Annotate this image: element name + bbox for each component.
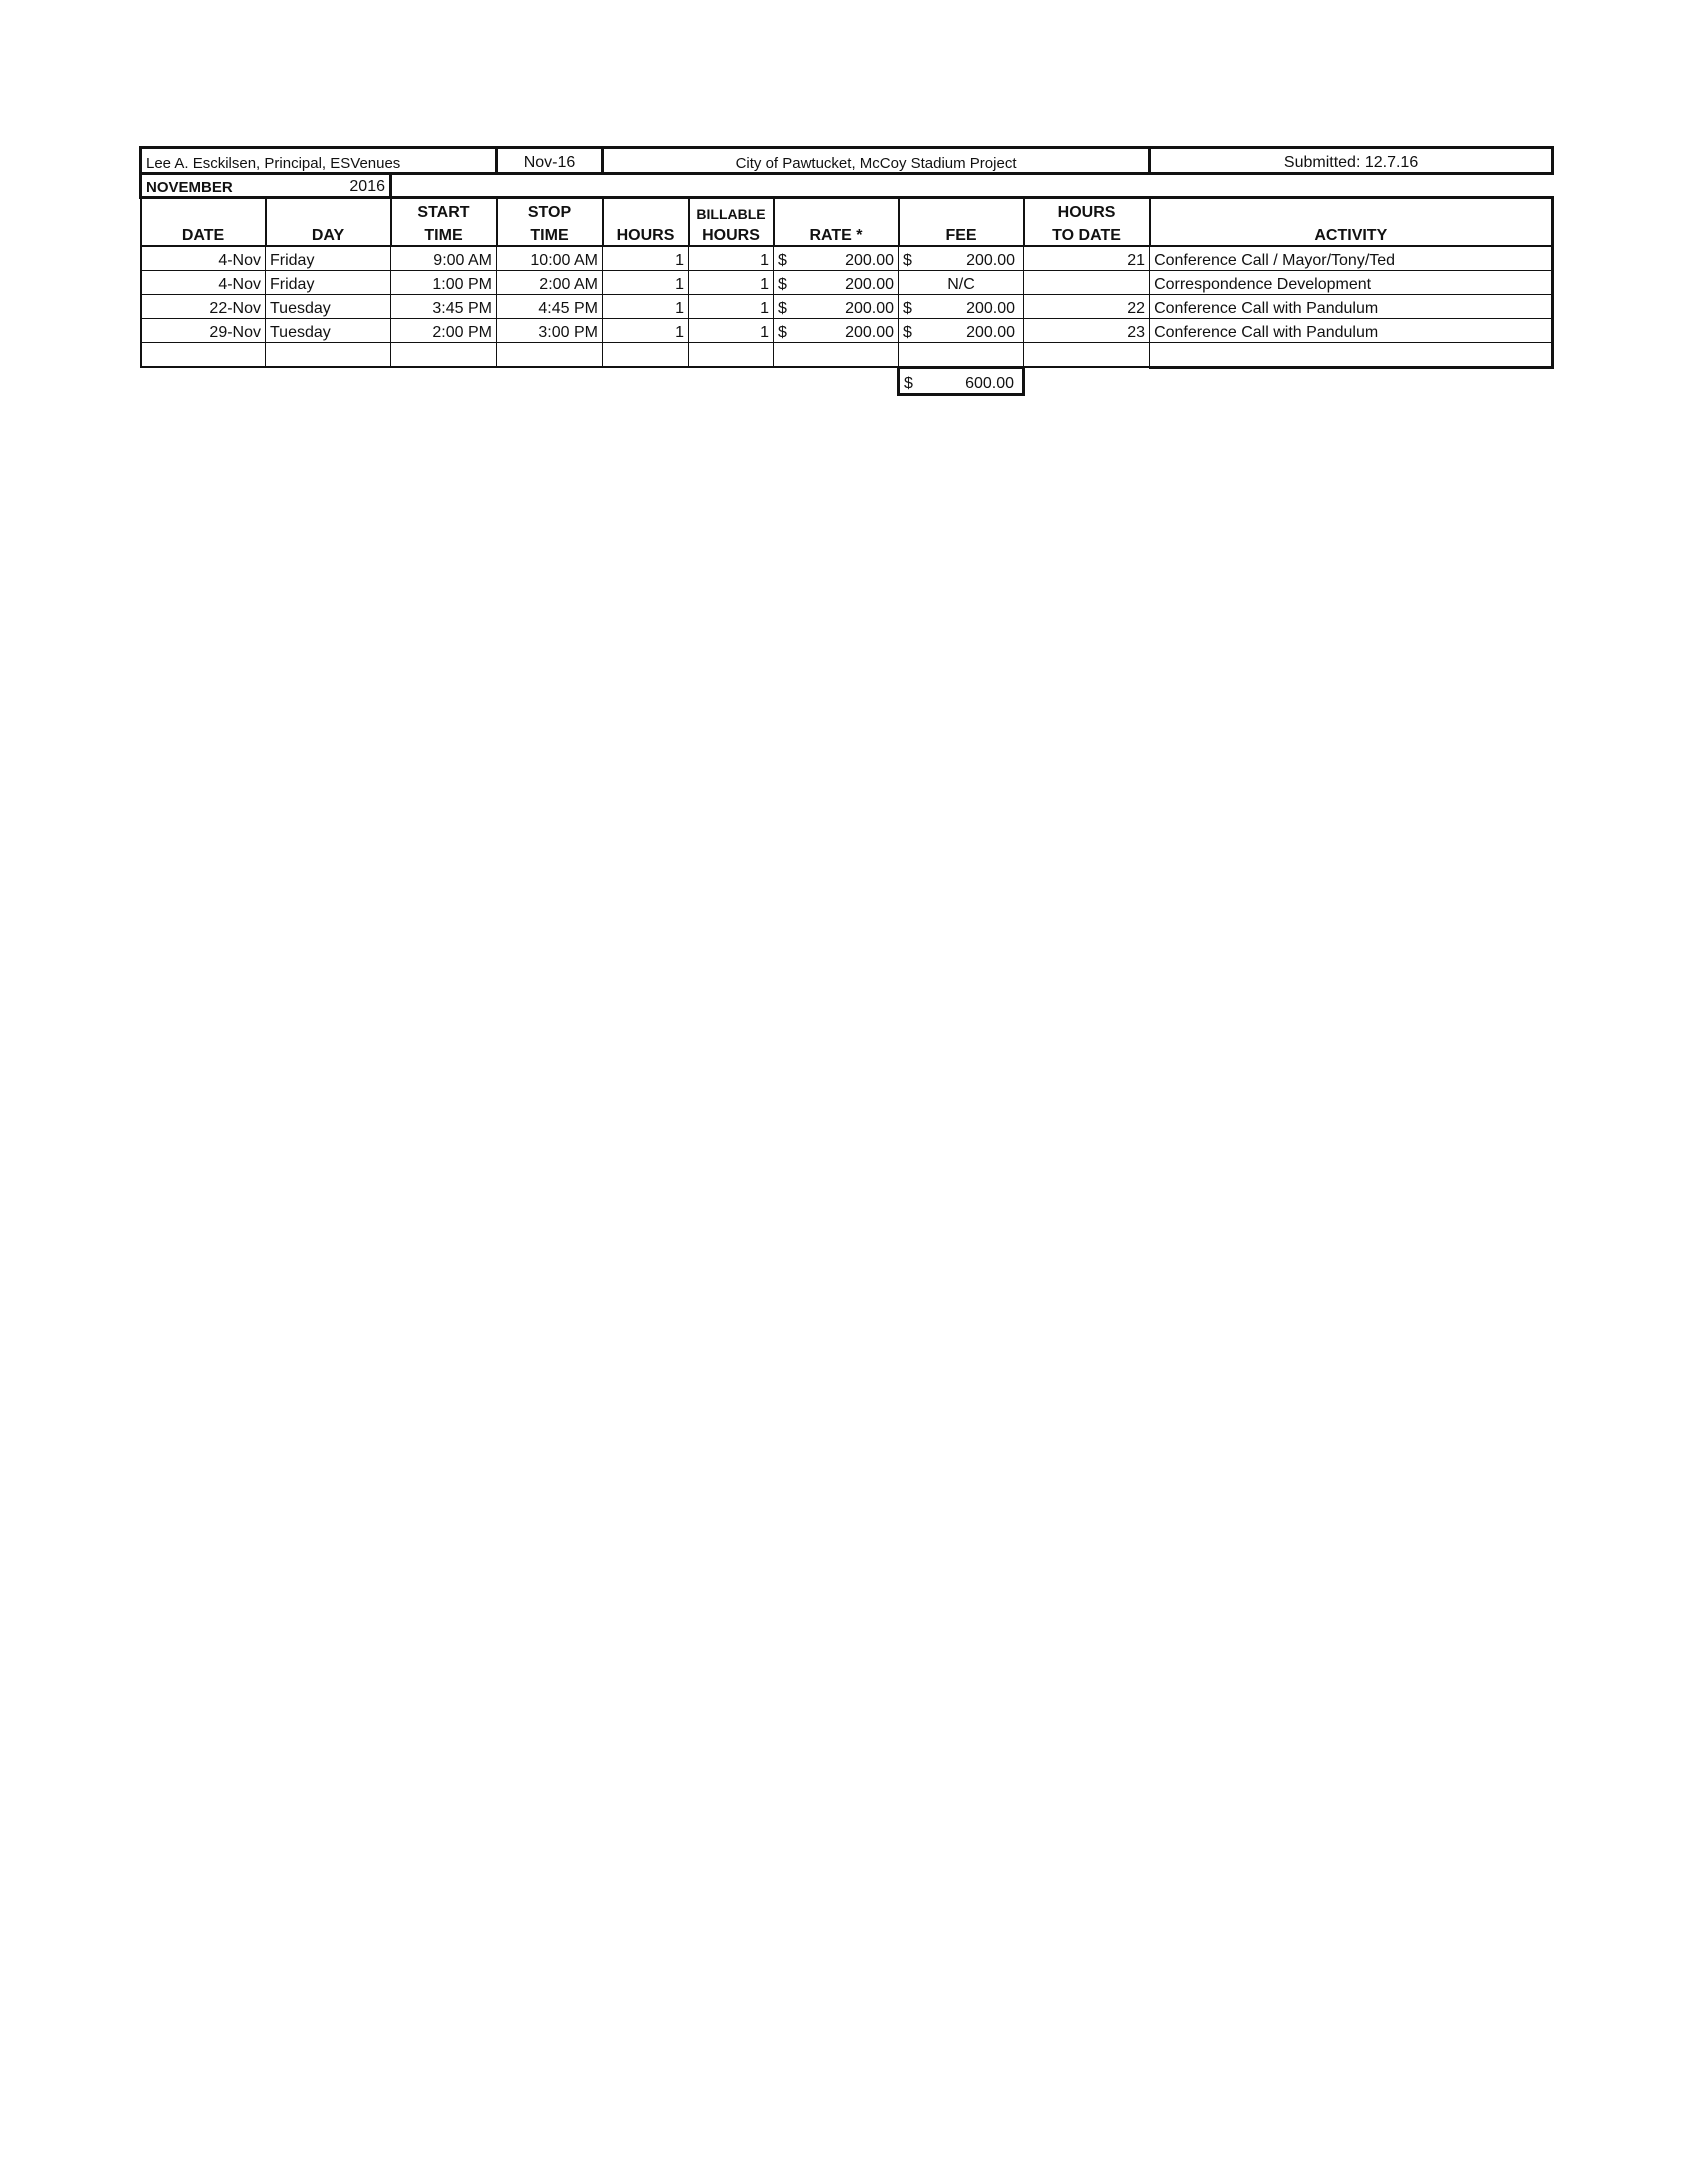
fee-currency: $ bbox=[903, 299, 912, 317]
row-activity: Correspondence Development bbox=[1150, 270, 1553, 294]
total-spacer-right bbox=[1024, 367, 1553, 394]
row-start: 9:00 AM bbox=[391, 246, 497, 271]
total-currency: $ bbox=[904, 374, 913, 392]
row-to-date: 21 bbox=[1024, 246, 1150, 271]
row-to-date bbox=[1024, 270, 1150, 294]
consultant-name: Lee A. Esckilsen, Principal, ESVenues bbox=[141, 148, 497, 174]
col-rate-top bbox=[774, 198, 899, 222]
row-hours: 1 bbox=[603, 270, 689, 294]
rate-amount: 200.00 bbox=[845, 251, 894, 269]
row-day: Friday bbox=[266, 246, 391, 271]
col-start-top: START bbox=[391, 198, 497, 222]
row-rate bbox=[774, 270, 899, 294]
project-name: City of Pawtucket, McCoy Stadium Project bbox=[603, 148, 1150, 174]
row-fee bbox=[899, 294, 1024, 318]
submitted-date: Submitted: 12.7.16 bbox=[1150, 148, 1553, 174]
empty-cell bbox=[774, 342, 899, 367]
empty-cell bbox=[141, 342, 266, 367]
fee-amount: 200.00 bbox=[966, 299, 1015, 317]
month-label: NOVEMBER bbox=[141, 174, 266, 198]
row-start: 3:45 PM bbox=[391, 294, 497, 318]
row-stop: 10:00 AM bbox=[497, 246, 603, 271]
col-day-header: DAY bbox=[266, 222, 391, 246]
row-activity: Conference Call with Pandulum bbox=[1150, 294, 1553, 318]
total-row bbox=[141, 367, 1553, 394]
rate-currency: $ bbox=[778, 299, 787, 317]
col-stop-header: TIME bbox=[497, 222, 603, 246]
row-billable: 1 bbox=[689, 246, 774, 271]
row-rate bbox=[774, 318, 899, 342]
empty-cell bbox=[899, 342, 1024, 367]
period-code: Nov-16 bbox=[497, 148, 603, 174]
timesheet-table bbox=[139, 146, 1554, 396]
empty-cell bbox=[391, 342, 497, 367]
total-spacer bbox=[141, 367, 899, 394]
col-stop-top: STOP bbox=[497, 198, 603, 222]
col-activity-header: ACTIVITY bbox=[1150, 222, 1553, 246]
col-date-top bbox=[141, 198, 266, 222]
header-row-top bbox=[141, 198, 1553, 222]
timesheet bbox=[139, 146, 1551, 396]
row-date: 4-Nov bbox=[141, 270, 266, 294]
col-billable-header: HOURS bbox=[689, 222, 774, 246]
empty-cell bbox=[497, 342, 603, 367]
empty-cell bbox=[603, 342, 689, 367]
rate-amount: 200.00 bbox=[845, 275, 894, 293]
col-hours-header: HOURS bbox=[603, 222, 689, 246]
header-row-bottom bbox=[141, 222, 1553, 246]
col-fee-top bbox=[899, 198, 1024, 222]
fee-currency: $ bbox=[903, 323, 912, 341]
rate-amount: 200.00 bbox=[845, 299, 894, 317]
empty-cell bbox=[266, 342, 391, 367]
row-fee bbox=[899, 246, 1024, 271]
row-fee bbox=[899, 318, 1024, 342]
row-stop: 4:45 PM bbox=[497, 294, 603, 318]
row-date: 29-Nov bbox=[141, 318, 266, 342]
col-date-header: DATE bbox=[141, 222, 266, 246]
row-billable: 1 bbox=[689, 294, 774, 318]
col-hours-top bbox=[603, 198, 689, 222]
col-fee-header: FEE bbox=[899, 222, 1024, 246]
table-row bbox=[141, 246, 1553, 271]
row-to-date: 22 bbox=[1024, 294, 1150, 318]
table-row bbox=[141, 270, 1553, 294]
row-day: Tuesday bbox=[266, 318, 391, 342]
fee-amount: 200.00 bbox=[966, 251, 1015, 269]
row-stop: 3:00 PM bbox=[497, 318, 603, 342]
row-hours: 1 bbox=[603, 294, 689, 318]
table-row bbox=[141, 294, 1553, 318]
row-activity: Conference Call / Mayor/Tony/Ted bbox=[1150, 246, 1553, 271]
col-todate-header: TO DATE bbox=[1024, 222, 1150, 246]
row-to-date: 23 bbox=[1024, 318, 1150, 342]
row-activity: Conference Call with Pandulum bbox=[1150, 318, 1553, 342]
row-fee bbox=[899, 270, 1024, 294]
col-activity-top bbox=[1150, 198, 1553, 222]
month-row bbox=[141, 174, 1553, 198]
row-start: 1:00 PM bbox=[391, 270, 497, 294]
empty-row bbox=[141, 342, 1553, 367]
col-todate-top: HOURS bbox=[1024, 198, 1150, 222]
row-billable: 1 bbox=[689, 270, 774, 294]
col-day-top bbox=[266, 198, 391, 222]
row-date: 22-Nov bbox=[141, 294, 266, 318]
rate-amount: 200.00 bbox=[845, 323, 894, 341]
fee-amount: 200.00 bbox=[966, 323, 1015, 341]
col-rate-header: RATE * bbox=[774, 222, 899, 246]
fee-amount: N/C bbox=[947, 275, 975, 293]
row-stop: 2:00 AM bbox=[497, 270, 603, 294]
empty-cell bbox=[1024, 342, 1150, 367]
table-row bbox=[141, 318, 1553, 342]
row-hours: 1 bbox=[603, 318, 689, 342]
row-rate bbox=[774, 246, 899, 271]
row-rate bbox=[774, 294, 899, 318]
total-fee bbox=[899, 367, 1024, 394]
row-date: 4-Nov bbox=[141, 246, 266, 271]
month-row-spacer bbox=[391, 174, 1553, 198]
row-day: Friday bbox=[266, 270, 391, 294]
row-start: 2:00 PM bbox=[391, 318, 497, 342]
empty-cell bbox=[689, 342, 774, 367]
rate-currency: $ bbox=[778, 275, 787, 293]
row-billable: 1 bbox=[689, 318, 774, 342]
year-label: 2016 bbox=[266, 174, 391, 198]
rate-currency: $ bbox=[778, 251, 787, 269]
rate-currency: $ bbox=[778, 323, 787, 341]
row-day: Tuesday bbox=[266, 294, 391, 318]
total-amount: 600.00 bbox=[965, 374, 1014, 392]
empty-cell bbox=[1150, 342, 1553, 367]
col-billable-top: BILLABLE bbox=[689, 198, 774, 222]
row-hours: 1 bbox=[603, 246, 689, 271]
title-row bbox=[141, 148, 1553, 174]
col-start-header: TIME bbox=[391, 222, 497, 246]
fee-currency: $ bbox=[903, 251, 912, 269]
